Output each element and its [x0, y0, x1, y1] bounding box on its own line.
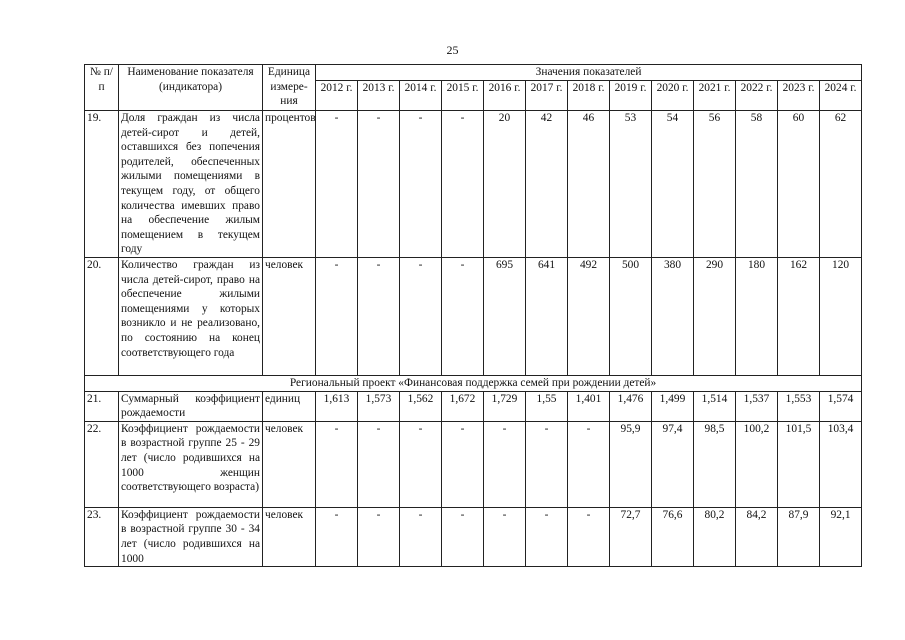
- header-year: 2017 г.: [526, 81, 568, 111]
- header-num: № п/п: [85, 65, 119, 111]
- header-year: 2018 г.: [568, 81, 610, 111]
- indicator-name: Количество граждан из числа детей-сирот, право на обеспечение жилыми помещениями у которых возникло и не реализовано, по состоянию на конец соответствующего года: [119, 257, 263, 375]
- value-cell: 1,574: [820, 391, 862, 421]
- indicator-name: Коэффициент рождаемости в возрастной группе 30 - 34 лет (число родившихся на 1000: [119, 507, 263, 566]
- table-row: [85, 421, 862, 507]
- value-cell: 42: [526, 111, 568, 258]
- header-year: 2012 г.: [316, 81, 358, 111]
- page-number: 25: [446, 43, 459, 57]
- value-cell: -: [568, 507, 610, 566]
- value-cell: 98,5: [694, 421, 736, 507]
- unit-cell: человек: [263, 257, 316, 375]
- table-row: [85, 507, 862, 566]
- header-year: 2022 г.: [736, 81, 778, 111]
- table-row: [85, 391, 862, 421]
- indicator-name: Коэффициент рождаемости в возрастной группе 25 - 29 лет (число родившихся на 1000 женщин соответствующего возраста): [119, 421, 263, 507]
- value-cell: 1,537: [736, 391, 778, 421]
- value-cell: 46: [568, 111, 610, 258]
- value-cell: 76,6: [652, 507, 694, 566]
- value-cell: -: [316, 421, 358, 507]
- value-cell: 87,9: [778, 507, 820, 566]
- row-number: 19.: [85, 111, 119, 258]
- value-cell: -: [442, 421, 484, 507]
- value-cell: -: [484, 507, 526, 566]
- value-cell: 162: [778, 257, 820, 375]
- value-cell: -: [484, 421, 526, 507]
- header-year: 2023 г.: [778, 81, 820, 111]
- value-cell: -: [358, 257, 400, 375]
- row-number: 21.: [85, 391, 119, 421]
- table-row: [85, 257, 862, 375]
- value-cell: 180: [736, 257, 778, 375]
- value-cell: -: [400, 111, 442, 258]
- value-cell: -: [526, 507, 568, 566]
- value-cell: 1,562: [400, 391, 442, 421]
- header-year: 2020 г.: [652, 81, 694, 111]
- value-cell: 58: [736, 111, 778, 258]
- header-year: 2021 г.: [694, 81, 736, 111]
- header-year: 2019 г.: [610, 81, 652, 111]
- value-cell: -: [358, 111, 400, 258]
- value-cell: 54: [652, 111, 694, 258]
- value-cell: 62: [820, 111, 862, 258]
- value-cell: 1,573: [358, 391, 400, 421]
- indicator-name: Суммарный коэффициент рождаемости: [119, 391, 263, 421]
- header-name: Наименование показателя (индикатора): [119, 65, 263, 111]
- value-cell: 97,4: [652, 421, 694, 507]
- value-cell: 1,476: [610, 391, 652, 421]
- value-cell: -: [400, 421, 442, 507]
- row-number: 22.: [85, 421, 119, 507]
- value-cell: 120: [820, 257, 862, 375]
- table-row: [85, 111, 862, 258]
- unit-cell: человек: [263, 507, 316, 566]
- value-cell: -: [526, 421, 568, 507]
- section-title: Региональный проект «Финансовая поддержка семей при рождении детей»: [85, 375, 862, 391]
- value-cell: -: [358, 421, 400, 507]
- header-unit: Единица измере-ния: [263, 65, 316, 111]
- value-cell: 1,729: [484, 391, 526, 421]
- section-row: [85, 375, 862, 391]
- header-year: 2015 г.: [442, 81, 484, 111]
- value-cell: 100,2: [736, 421, 778, 507]
- header-year: 2014 г.: [400, 81, 442, 111]
- header-year: 2016 г.: [484, 81, 526, 111]
- value-cell: 1,55: [526, 391, 568, 421]
- value-cell: -: [400, 257, 442, 375]
- value-cell: 95,9: [610, 421, 652, 507]
- value-cell: 53: [610, 111, 652, 258]
- value-cell: 641: [526, 257, 568, 375]
- unit-cell: единиц: [263, 391, 316, 421]
- value-cell: 92,1: [820, 507, 862, 566]
- value-cell: 103,4: [820, 421, 862, 507]
- value-cell: -: [358, 507, 400, 566]
- value-cell: 1,613: [316, 391, 358, 421]
- value-cell: -: [442, 111, 484, 258]
- value-cell: -: [316, 257, 358, 375]
- value-cell: 1,553: [778, 391, 820, 421]
- header-year: 2013 г.: [358, 81, 400, 111]
- value-cell: -: [316, 111, 358, 258]
- value-cell: 1,672: [442, 391, 484, 421]
- unit-cell: процентов: [263, 111, 316, 258]
- row-number: 23.: [85, 507, 119, 566]
- value-cell: -: [442, 257, 484, 375]
- value-cell: 60: [778, 111, 820, 258]
- row-number: 20.: [85, 257, 119, 375]
- value-cell: 20: [484, 111, 526, 258]
- header-year: 2024 г.: [820, 81, 862, 111]
- header-values: Значения показателей: [316, 65, 862, 81]
- value-cell: 80,2: [694, 507, 736, 566]
- value-cell: 1,514: [694, 391, 736, 421]
- value-cell: -: [316, 507, 358, 566]
- value-cell: 101,5: [778, 421, 820, 507]
- value-cell: 500: [610, 257, 652, 375]
- value-cell: -: [400, 507, 442, 566]
- value-cell: 492: [568, 257, 610, 375]
- indicator-name: Доля граждан из числа детей-сирот и детей, оставшихся без попечения родителей, обеспеченных жилыми помещениями в текущем году, от общего количества имевших право на обеспечение жилым помещением в текущем году: [119, 111, 263, 258]
- indicators-table: [84, 64, 862, 567]
- value-cell: 72,7: [610, 507, 652, 566]
- value-cell: 1,401: [568, 391, 610, 421]
- value-cell: 695: [484, 257, 526, 375]
- value-cell: 84,2: [736, 507, 778, 566]
- value-cell: -: [442, 507, 484, 566]
- value-cell: 380: [652, 257, 694, 375]
- unit-cell: человек: [263, 421, 316, 507]
- value-cell: -: [568, 421, 610, 507]
- value-cell: 56: [694, 111, 736, 258]
- value-cell: 290: [694, 257, 736, 375]
- value-cell: 1,499: [652, 391, 694, 421]
